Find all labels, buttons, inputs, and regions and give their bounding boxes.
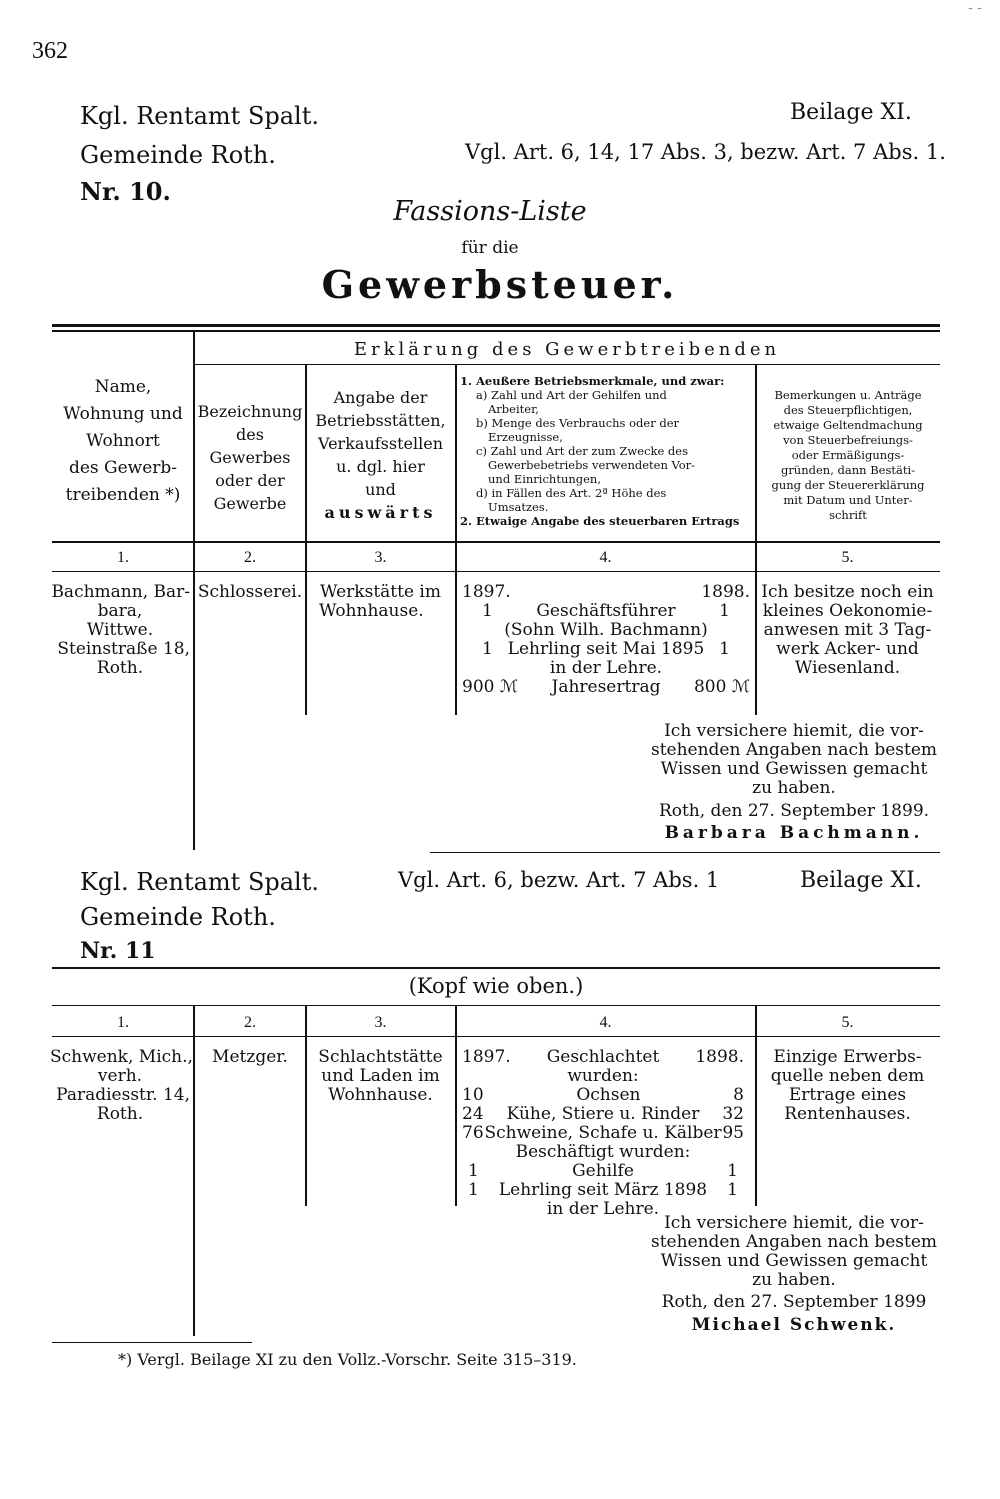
col-divider-1 xyxy=(193,332,195,850)
group-header: Erklärung des Gewerbtreibenden xyxy=(353,339,781,360)
entry11-detail-row xyxy=(462,1162,744,1181)
header-col2-line: oder der xyxy=(215,471,285,490)
entry11-name-line: Roth. xyxy=(96,1104,144,1124)
entry10-remarks-line: Ich besitze noch ein xyxy=(761,582,934,602)
detail-mid: Beschäftigt wurden: xyxy=(515,1142,691,1162)
entry10-signature: Barbara Bachmann. xyxy=(664,823,924,843)
header-col4-line: b) Menge des Verbrauchs oder der xyxy=(476,416,680,430)
header-col3-line: Angabe der xyxy=(333,388,428,407)
entry10-name-line: Steinstraße 18, xyxy=(57,639,190,659)
form-number-10: Nr. 10. xyxy=(80,177,171,206)
header-col1-line: des Gewerb- xyxy=(68,458,178,478)
detail-mid: Ochsen xyxy=(576,1085,641,1105)
column-number: 5. xyxy=(841,1014,854,1031)
detail-mid: Geschlachtet wurden: xyxy=(546,1047,660,1086)
header-col5-line: gung der Steuererklärung xyxy=(771,478,925,492)
detail-left: 24 xyxy=(462,1104,484,1124)
declaration-line: Ich versichere hiemit, die vor- xyxy=(664,1213,924,1233)
entry10-premises-line: Werkstätte im xyxy=(320,582,441,602)
entry10-remarks-line: Wiesenland. xyxy=(794,658,901,678)
header-col5-line: Bemerkungen u. Anträge xyxy=(774,388,922,402)
t11-col-divider-2 xyxy=(305,1006,307,1206)
header-col2-line: des xyxy=(236,425,264,444)
entry10-detail-row xyxy=(462,678,750,697)
entry11-name-line: verh. xyxy=(97,1066,143,1086)
detail-mid: (Sohn Wilh. Bachmann) xyxy=(504,620,708,640)
header-col2-line: Bezeichnung xyxy=(197,402,303,421)
detail-right: 1 xyxy=(727,1161,738,1181)
declaration-line: zu haben. xyxy=(752,1270,836,1290)
entry10-detail-row xyxy=(462,621,750,640)
entry11-remarks xyxy=(757,1048,938,1124)
number-row-rule xyxy=(52,571,940,572)
entry10-detail-row xyxy=(462,602,750,621)
office-label-10: Kgl. Rentamt Spalt. xyxy=(80,102,320,130)
header-col3-line: Betriebsstätten, xyxy=(315,411,446,430)
header-col4-line: 1. Aeußere Betriebsmerkmale, und zwar: xyxy=(460,374,725,388)
header-col5 xyxy=(758,388,938,523)
column-number: 5. xyxy=(841,549,854,566)
detail-left: 1 xyxy=(468,1180,479,1200)
header-col1-line: Wohnort xyxy=(86,431,160,451)
entry11-remarks-line: Einzige Erwerbs- xyxy=(773,1047,922,1067)
header-col3 xyxy=(307,386,454,524)
entry11-name-line: Paradiesstr. 14, xyxy=(56,1085,190,1105)
entry11-name-line: Schwenk, Mich., xyxy=(50,1047,193,1067)
detail-mid: in der Lehre. xyxy=(546,1199,660,1219)
column-number: 4. xyxy=(599,549,612,566)
footnote: *) Vergl. Beilage XI zu den Vollz.-Vorschr. Seite 315–319. xyxy=(118,1350,577,1369)
detail-left: 1 xyxy=(468,1161,479,1181)
column-number: 4. xyxy=(599,1014,612,1031)
entry11-premises xyxy=(307,1048,454,1105)
entry10-place-date: Roth, den 27. September 1899. xyxy=(658,801,930,821)
header-col4 xyxy=(460,374,752,528)
entry11-remarks-line: Rentenhauses. xyxy=(784,1104,911,1124)
table-top-rule xyxy=(52,324,940,327)
detail-mid: Kühe, Stiere u. Rinder xyxy=(506,1104,700,1124)
col-divider-3 xyxy=(455,365,457,715)
detail-right: 1 xyxy=(727,1180,738,1200)
entry10-name-line: Roth. xyxy=(96,658,144,678)
detail-left: 10 xyxy=(462,1085,484,1105)
header-col5-line: des Steuerpflichtigen, xyxy=(783,403,913,417)
entry10-details xyxy=(462,583,750,697)
header-col1-line: treibenden *) xyxy=(65,485,181,505)
entry10-end-rule xyxy=(430,852,940,853)
header-col4-line: Umsatzes. xyxy=(488,500,549,514)
detail-right: 8 xyxy=(733,1085,744,1105)
column-number: 1. xyxy=(117,549,129,566)
declaration-line: stehenden Angaben nach bestem xyxy=(650,740,938,760)
header-bottom-rule xyxy=(52,541,940,543)
reference-10: Vgl. Art. 6, 14, 17 Abs. 3, bezw. Art. 7 Abs. 1. xyxy=(465,140,946,164)
entry11-premises-line: Wohnhause. xyxy=(328,1085,433,1105)
detail-left: 1 xyxy=(482,639,493,659)
entry11-detail-row xyxy=(462,1181,744,1200)
header-col3-line: u. dgl. hier xyxy=(336,457,425,476)
t11-col-divider-1 xyxy=(193,1006,195,1336)
header-col2 xyxy=(196,400,304,515)
entry10-detail-row xyxy=(462,640,750,659)
detail-right: 95 xyxy=(722,1123,744,1143)
header-col5-line: oder Ermäßigungs- xyxy=(791,448,905,462)
header-col3-line: Verkaufsstellen xyxy=(318,434,443,453)
entry11-trade: Metzger. xyxy=(212,1047,288,1067)
detail-mid xyxy=(511,583,702,602)
entry11-detail-row xyxy=(462,1105,744,1124)
entry10-declaration xyxy=(650,722,938,798)
header-col4-line: c) Zahl und Art der zum Zwecke des xyxy=(476,444,689,458)
entry10-detail-row xyxy=(462,583,750,602)
entry10-remarks xyxy=(757,583,938,678)
column-number: 3. xyxy=(374,1014,387,1031)
header-col5-line: etwaige Geltendmachung xyxy=(773,418,923,432)
entry11-name xyxy=(50,1047,193,1124)
header-col2-line: Gewerbe xyxy=(213,494,287,513)
detail-right: 1 xyxy=(719,601,730,621)
column-number: 3. xyxy=(374,549,387,566)
header-col4-line: a) Zahl und Art der Gehilfen und xyxy=(476,388,667,402)
entry10-name-line: bara, xyxy=(97,601,143,621)
form-number-11: Nr. 11 xyxy=(80,938,156,964)
header-col5-line: von Steuerbefreiungs- xyxy=(783,433,913,447)
detail-left: 76 xyxy=(462,1123,484,1143)
entry11-signature: Michael Schwenk. xyxy=(691,1315,897,1335)
entry11-remarks-line: Ertrage eines xyxy=(788,1085,907,1105)
entry10-remarks-line: anwesen mit 3 Tag- xyxy=(763,620,932,640)
office-label-11: Kgl. Rentamt Spalt. xyxy=(80,868,320,896)
document-main-title: Gewerbsteuer. xyxy=(321,262,679,307)
header-col2-line: Gewerbes xyxy=(209,448,291,467)
entry11-detail-row xyxy=(462,1086,744,1105)
detail-mid: in der Lehre. xyxy=(549,658,663,678)
header-col4-line: Gewerbebetriebs verwendeten Vor- xyxy=(488,458,696,472)
table-top-rule-inner xyxy=(52,330,940,332)
header-col4-line: Erzeugnisse, xyxy=(488,430,563,444)
entry11-details xyxy=(462,1048,744,1219)
beilage-label-10: Beilage XI. xyxy=(790,100,912,125)
detail-mid: Gehilfe xyxy=(572,1161,634,1181)
column-number: 1. xyxy=(117,1014,129,1031)
entry11-remarks-line: quelle neben dem xyxy=(770,1066,925,1086)
detail-right: 1898. xyxy=(701,582,750,602)
t11-col-divider-3 xyxy=(455,1006,457,1206)
detail-left: 1897. xyxy=(462,1047,511,1067)
declaration-line: Ich versichere hiemit, die vor- xyxy=(664,721,924,741)
entry11-detail-row xyxy=(462,1124,744,1143)
head-note: (Kopf wie oben.) xyxy=(408,974,584,998)
entry11-detail-row xyxy=(462,1048,744,1086)
entry10-name-line: Wittwe. xyxy=(86,620,154,640)
entry11-premises-line: und Laden im xyxy=(321,1066,440,1086)
page-number: 362 xyxy=(32,38,68,64)
entry11-premises-line: Schlachtstätte xyxy=(318,1047,443,1067)
header-col4-line: Arbeiter, xyxy=(488,402,539,416)
entry11-place-date: Roth, den 27. September 1899 xyxy=(661,1292,927,1312)
header-col4-line: 2. Etwaige Angabe des steuerbaren Ertrags xyxy=(460,514,740,528)
header-col5-line: gründen, dann Bestäti- xyxy=(780,463,916,477)
detail-mid: Lehrling seit März 1898 xyxy=(498,1180,708,1200)
municipality-label-10: Gemeinde Roth. xyxy=(80,141,276,169)
header-col4-line: d) in Fällen des Art. 2ª Höhe des xyxy=(476,486,667,500)
document-subtitle: für die xyxy=(461,238,519,258)
header-col1 xyxy=(56,374,190,509)
header-col5-line: mit Datum und Unter- xyxy=(783,493,913,507)
declaration-line: Wissen und Gewissen gemacht xyxy=(660,759,928,779)
reference-11: Vgl. Art. 6, bezw. Art. 7 Abs. 1 xyxy=(398,868,720,892)
column-number: 2. xyxy=(244,1014,256,1031)
header-col4-line: und Einrichtungen, xyxy=(488,472,601,486)
entry10-detail-row xyxy=(462,659,750,678)
entry10-name-line: Bachmann, Bar- xyxy=(51,582,190,602)
detail-right: 1 xyxy=(719,639,730,659)
table11-top-rule xyxy=(52,967,940,969)
document-title: Fassions-Liste xyxy=(393,196,587,227)
detail-mid: Geschäftsführer xyxy=(536,601,676,621)
declaration-line: zu haben. xyxy=(752,778,836,798)
detail-right: 800 ℳ xyxy=(693,677,750,697)
entry11-detail-row xyxy=(462,1143,744,1162)
declaration-line: stehenden Angaben nach bestem xyxy=(650,1232,938,1252)
entry10-premises-line: Wohnhause. xyxy=(319,601,424,621)
detail-right: 32 xyxy=(722,1104,744,1124)
entry10-premises xyxy=(307,583,454,621)
header-col3-line: auswärts xyxy=(324,503,437,522)
detail-left: 900 ℳ xyxy=(462,677,519,697)
detail-mid: Lehrling seit Mai 1895 xyxy=(507,639,705,659)
table11-number-rule xyxy=(52,1036,940,1037)
detail-left: 1 xyxy=(482,601,493,621)
beilage-label-11: Beilage XI. xyxy=(800,868,922,893)
entry10-remarks-line: werk Acker- und xyxy=(776,639,919,659)
municipality-label-11: Gemeinde Roth. xyxy=(80,903,276,931)
header-col1-line: Name, xyxy=(94,377,152,397)
entry10-trade: Schlosserei. xyxy=(197,582,303,602)
header-col5-line: schrift xyxy=(829,508,867,522)
declaration-line: Wissen und Gewissen gemacht xyxy=(660,1251,928,1271)
entry10-name xyxy=(50,583,190,678)
table11-head-rule xyxy=(52,1005,940,1006)
entry10-remarks-line: kleines Oekonomie- xyxy=(762,601,933,621)
detail-mid: Jahresertrag xyxy=(551,677,661,697)
detail-left: 1897. xyxy=(462,582,511,602)
header-col1-line: Wohnung und xyxy=(63,404,183,424)
column-number: 2. xyxy=(244,549,256,566)
entry11-declaration xyxy=(650,1214,938,1290)
header-col3-line: und xyxy=(365,480,396,499)
footnote-rule xyxy=(52,1342,252,1343)
corner-mark: - - xyxy=(968,0,982,16)
detail-right: 1898. xyxy=(695,1047,744,1067)
detail-mid: Schweine, Schafe u. Kälber xyxy=(484,1123,722,1143)
